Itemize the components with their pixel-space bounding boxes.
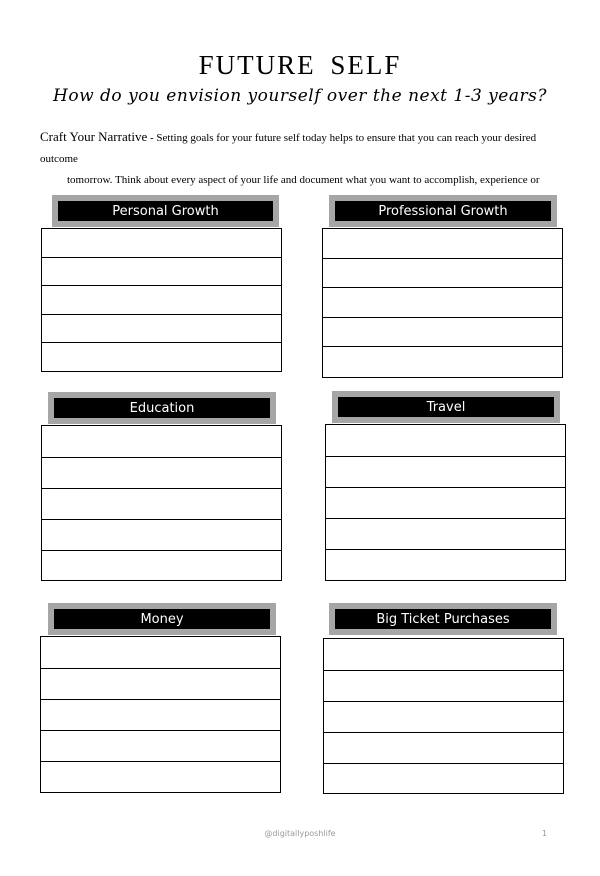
section-header-label: Big Ticket Purchases (335, 609, 551, 629)
entry-line[interactable] (323, 229, 562, 259)
entry-line[interactable] (326, 488, 565, 519)
entry-line[interactable] (323, 318, 562, 347)
section-header-label: Travel (338, 397, 554, 417)
page-title: FUTURE SELF (198, 50, 402, 80)
section-header (329, 195, 557, 227)
entry-line[interactable] (42, 286, 281, 315)
entry-lines (325, 424, 566, 581)
page-subtitle: How do you envision yourself over the next 1-3 years? (53, 86, 547, 106)
entry-line[interactable] (323, 259, 562, 288)
entry-line[interactable] (41, 700, 280, 731)
section-header (329, 603, 557, 635)
entry-line[interactable] (42, 520, 281, 551)
intro-text-line2: tomorrow. Think about every aspect of your life and document what you want to accomplish, experience or (67, 174, 540, 186)
footer-handle: @digitallyposhlife (264, 829, 336, 838)
entry-line[interactable] (42, 258, 281, 286)
entry-lines (41, 425, 282, 581)
entry-lines (41, 228, 282, 372)
entry-line[interactable] (326, 425, 565, 457)
section-header (48, 392, 276, 424)
entry-line[interactable] (323, 288, 562, 318)
entry-line[interactable] (324, 702, 563, 733)
section-header (48, 603, 276, 635)
entry-lines (323, 638, 564, 794)
entry-line[interactable] (324, 671, 563, 702)
page-number: 1 (542, 829, 548, 838)
entry-line[interactable] (42, 426, 281, 458)
entry-line[interactable] (323, 347, 562, 377)
entry-line[interactable] (42, 551, 281, 582)
intro-lead: Craft Your Narrative (40, 129, 148, 144)
entry-line[interactable] (324, 764, 563, 795)
entry-line[interactable] (42, 458, 281, 489)
entry-line[interactable] (41, 637, 280, 669)
entry-line[interactable] (326, 457, 565, 488)
entry-line[interactable] (41, 731, 280, 762)
entry-line[interactable] (42, 229, 281, 258)
intro-text-line1: - Setting goals for your future self today helps to ensure that you can reach your desired outcome (40, 132, 537, 165)
section-header-label: Personal Growth (58, 201, 273, 221)
entry-line[interactable] (326, 519, 565, 550)
entry-lines (322, 228, 563, 378)
section-header-label: Money (54, 609, 270, 629)
entry-line[interactable] (42, 343, 281, 371)
entry-line[interactable] (42, 489, 281, 520)
entry-line[interactable] (42, 315, 281, 343)
entry-line[interactable] (41, 669, 280, 700)
section-header (52, 195, 279, 227)
entry-line[interactable] (324, 733, 563, 764)
section-header-label: Professional Growth (335, 201, 551, 221)
entry-lines (40, 636, 281, 793)
entry-line[interactable] (324, 639, 563, 671)
entry-line[interactable] (326, 550, 565, 582)
entry-line[interactable] (41, 762, 280, 794)
section-header (332, 391, 560, 423)
section-header-label: Education (54, 398, 270, 418)
